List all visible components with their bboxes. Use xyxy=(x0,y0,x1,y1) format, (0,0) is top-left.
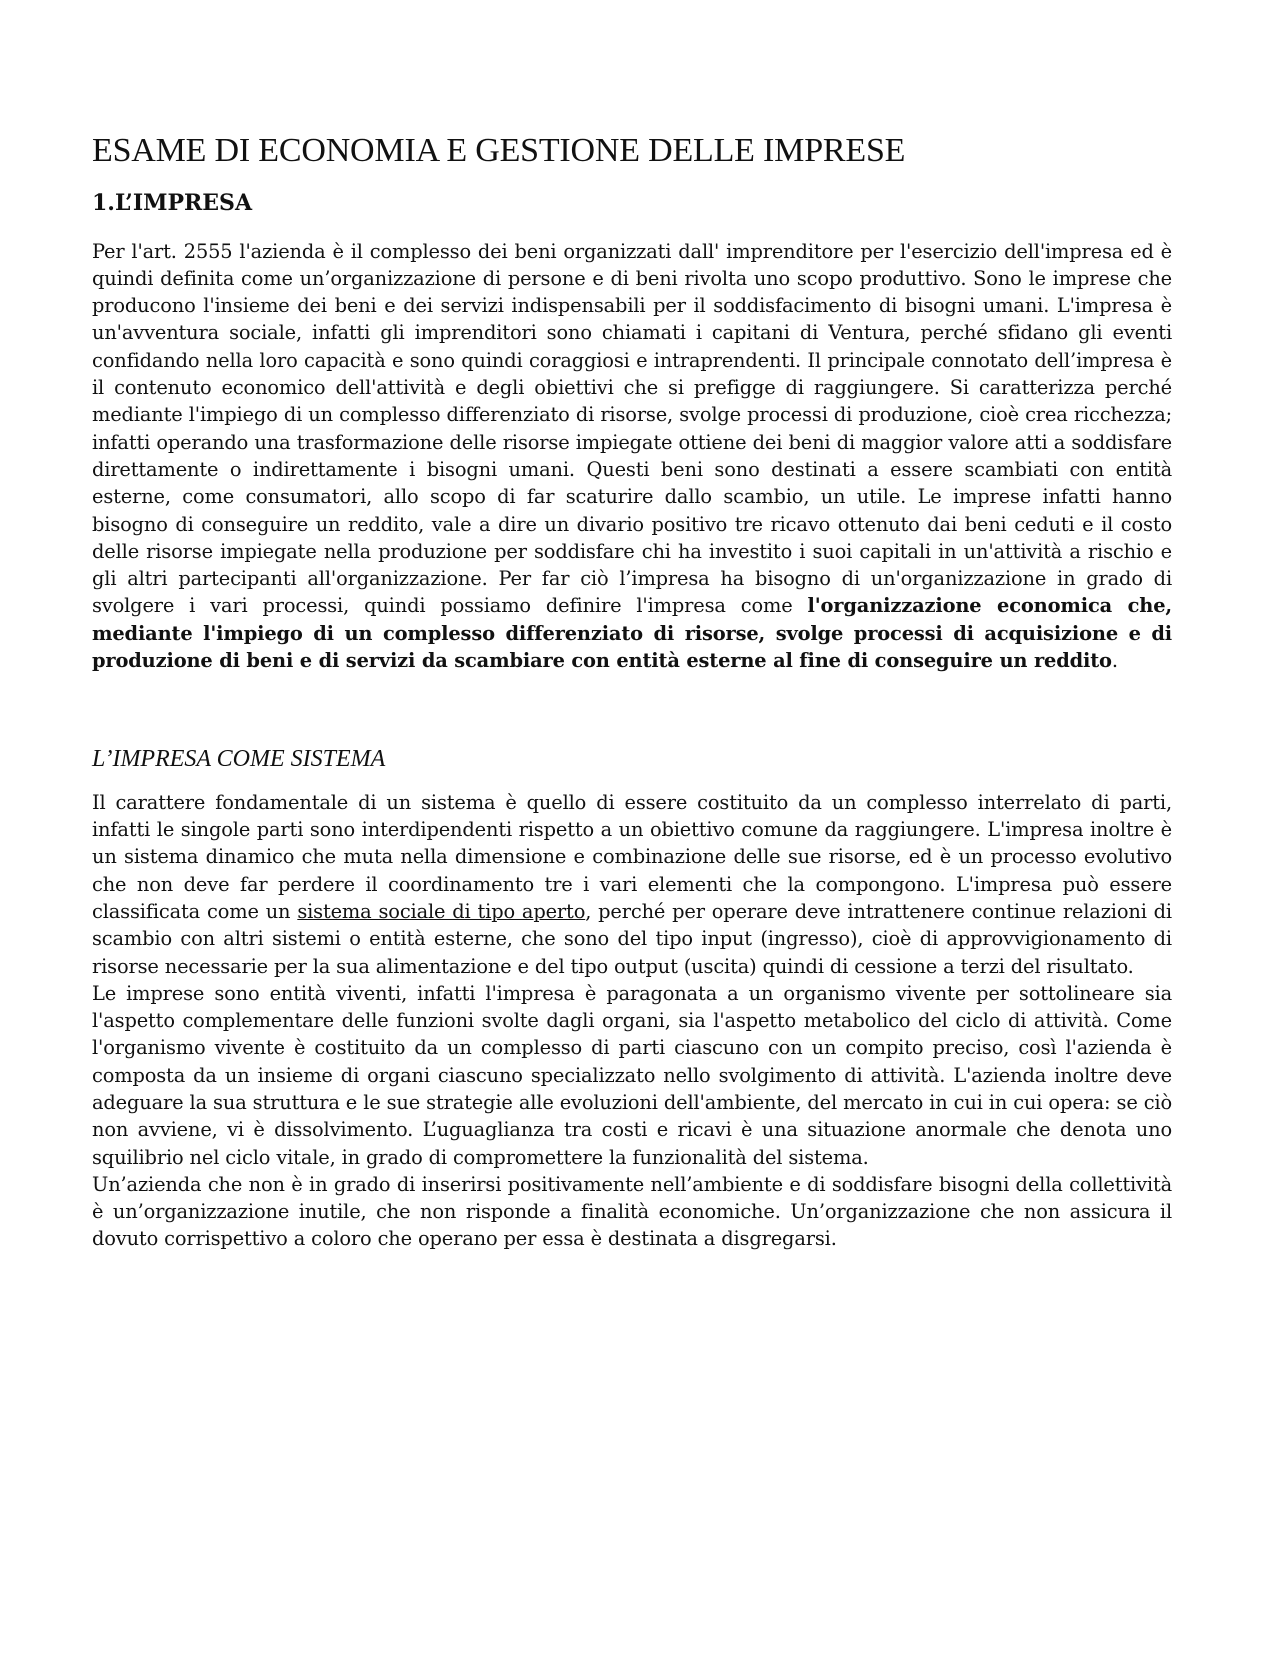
section-heading: L’IMPRESA COME SISTEMA xyxy=(92,746,386,773)
document-page xyxy=(92,132,1172,1253)
paragraph-text: , perché per operare deve intrattenere continue relazioni di scambio con altri sistemi o entità esterne, che sono del tipo input (ingresso), cioè di approvvigionamento di risorse necessarie per la sua alimentazione e del tipo output (uscita) quindi di cessione a terzi del risultato. xyxy=(92,899,1172,978)
paragraph-impresa-definition xyxy=(92,238,1172,675)
paragraph-end: . xyxy=(1111,649,1118,673)
bold-definition: l'organizzazione economica che, mediante l'impiego di un complesso differenziato di risorse, svolge processi di acquisizione e di produzione di beni e di servizi da scambiare con entità esterne al fine di conseguire un reddito xyxy=(92,594,1172,673)
paragraph-text: Il carattere fondamentale di un sistema è quello di essere costituito da un complesso interrelato di parti, infatti le singole parti sono interdipendenti rispetto a un obiettivo comune da raggiungere. L'impresa inoltre è un sistema dinamico che muta nella dimensione e combinazione delle sue risorse, ed è un processo evolutivo che non deve far perdere il coordinamento tre i vari elementi che la compongono. L'impresa può essere classificata come un xyxy=(92,790,1172,923)
chapter-heading: 1.L’IMPRESA xyxy=(92,190,253,217)
paragraph-organismo: Le imprese sono entità viventi, infatti l'impresa è paragonata a un organismo vivente per sottolineare sia l'aspetto complementare delle funzioni svolte dagli organi, sia l'aspetto metabolico del ciclo di attività. Come l'organismo vivente è costituito da un complesso di parti ciascuno con un compito preciso, così l'azienda è composta da un insieme di organi ciascuno specializzato nello svolgimento di attività. L'azienda inoltre deve adeguare la sua struttura e le sue strategie alle evoluzioni dell'ambiente, del mercato in cui in cui opera: se ciò non avviene, vi è dissolvimento. L’uguaglianza tra costi e ricavi è una situazione anormale che denota uno squilibrio nel ciclo vitale, in grado di compromettere la funzionalità del sistema. xyxy=(92,981,1172,1169)
document-title: ESAME DI ECONOMIA E GESTIONE DELLE IMPRESE xyxy=(92,132,906,169)
paragraph-text: Per l'art. 2555 l'azienda è il complesso dei beni organizzati dall' imprenditore per l'esercizio dell'impresa ed è quindi definita come un’organizzazione di persone e di beni rivolta uno scopo produttivo. Sono le imprese che producono l'insieme dei beni e dei servizi indispensabili per il soddisfacimento di bisogni umani. L'impresa è un'avventura sociale, infatti gli imprenditori sono chiamati i capitani di Ventura, perché sfidano gli eventi confidando nella loro capacità e sono quindi coraggiosi e intraprendenti. Il principale connotato dell’impresa è il contenuto economico dell'attività e degli obiettivi che si prefigge di raggiungere. Si caratterizza perché mediante l'impiego di un complesso differenziato di risorse, svolge processi di produzione, cioè crea ricchezza; infatti operando una trasformazione delle risorse impiegate ottiene dei beni di maggior valore atti a soddisfare direttamente o indirettamente i bisogni umani. Questi beni sono destinati a essere scambiati con entità esterne, come consumatori, allo scopo di far scaturire dallo scambio, un utile. Le imprese infatti hanno bisogno di conseguire un reddito, vale a dire un divario positivo tre ricavo ottenuto dai beni ceduti e il costo delle risorse impiegate nella produzione per soddisfare chi ha investito i suoi capitali in un'attività a rischio e gli altri partecipanti all'organizzazione. Per far ciò l’impresa ha bisogno di un'organizzazione in grado di svolgere i vari processi, quindi possiamo definire l'impresa come xyxy=(92,239,1172,618)
underlined-term: sistema sociale di tipo aperto xyxy=(297,899,586,923)
paragraph-conclusione: Un’azienda che non è in grado di inserirsi positivamente nell’ambiente e di soddisfare bisogni della collettività è un’organizzazione inutile, che non risponde a finalità economiche. Un’organizzazione che non assicura il dovuto corrispettivo a coloro che operano per essa è destinata a disgregarsi. xyxy=(92,1172,1172,1251)
paragraph-sistema xyxy=(92,789,1172,980)
